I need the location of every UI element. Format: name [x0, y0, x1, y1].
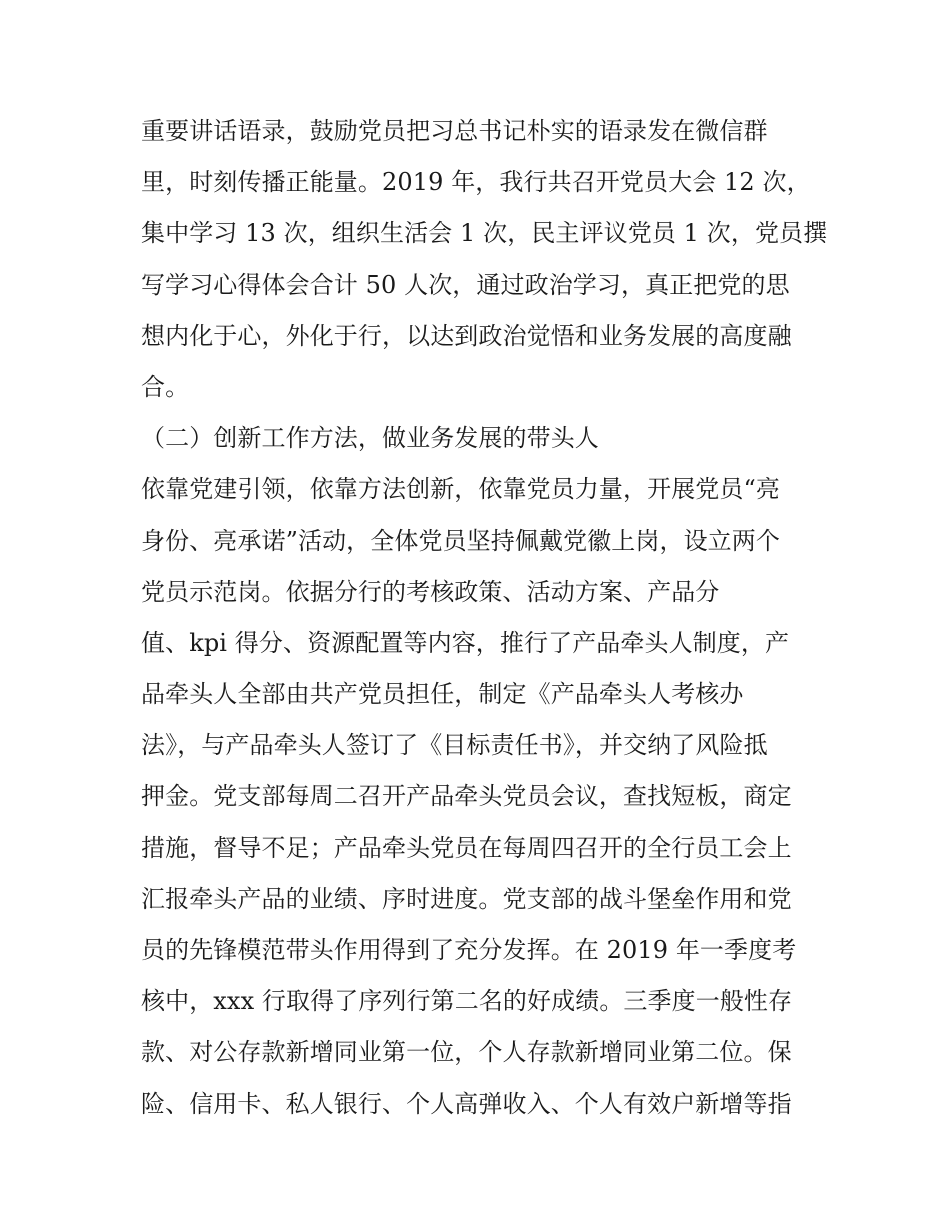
- section-heading: （二）创新工作方法，做业务发展的带头人: [141, 424, 599, 453]
- text-line: 汇报牵头产品的业绩、序时进度。党支部的战斗堡垒作用和党: [141, 884, 792, 913]
- text-line: 核中，xxx 行取得了序列行第二名的好成绩。三季度一般性存: [141, 987, 793, 1016]
- text-line: 重要讲话语录，鼓励党员把习总书记朴实的语录发在微信群: [141, 117, 768, 145]
- text-line: 员的先锋模范带头作用得到了充分发挥。在 2019 年一季度考: [141, 936, 797, 964]
- text-line: 值、kpi 得分、资源配置等内容，推行了产品牵头人制度，产: [141, 628, 790, 657]
- body-text: [141, 106, 828, 1130]
- text-line: 党员示范岗。依据分行的考核政策、活动方案、产品分: [141, 577, 720, 606]
- text-line: 集中学习 13 次，组织生活会 1 次，民主评议党员 1 次，党员撰: [141, 219, 828, 248]
- text-line: 款、对公存款新增同业第一位，个人存款新增同业第二位。保: [141, 1038, 792, 1067]
- text-line: 想内化于心，外化于行，以达到政治觉悟和业务发展的高度融: [141, 321, 792, 350]
- text-line: 措施，督导不足；产品牵头党员在每周四召开的全行员工会上: [141, 833, 792, 862]
- text-line: 押金。党支部每周二召开产品牵头党员会议，查找短板，商定: [141, 782, 792, 811]
- text-line: 依靠党建引领，依靠方法创新，依靠党员力量，开展党员“亮: [141, 475, 780, 504]
- text-line: 法》，与产品牵头人签订了《目标责任书》，并交纳了风险抵: [141, 731, 768, 760]
- text-line: 里，时刻传播正能量。2019 年，我行共召开党员大会 12 次，: [141, 168, 811, 197]
- text-line: 身份、亮承诺”活动，全体党员坚持佩戴党徽上岗，设立两个: [141, 526, 780, 555]
- text-line: 写学习心得体会合计 50 人次，通过政治学习，真正把党的思: [141, 270, 790, 299]
- text-line: 合。: [141, 372, 190, 401]
- text-line: 险、信用卡、私人银行、个人高弹收入、个人有效户新增等指: [141, 1089, 792, 1118]
- text-line: 品牵头人全部由共产党员担任，制定《产品牵头人考核办: [141, 680, 744, 709]
